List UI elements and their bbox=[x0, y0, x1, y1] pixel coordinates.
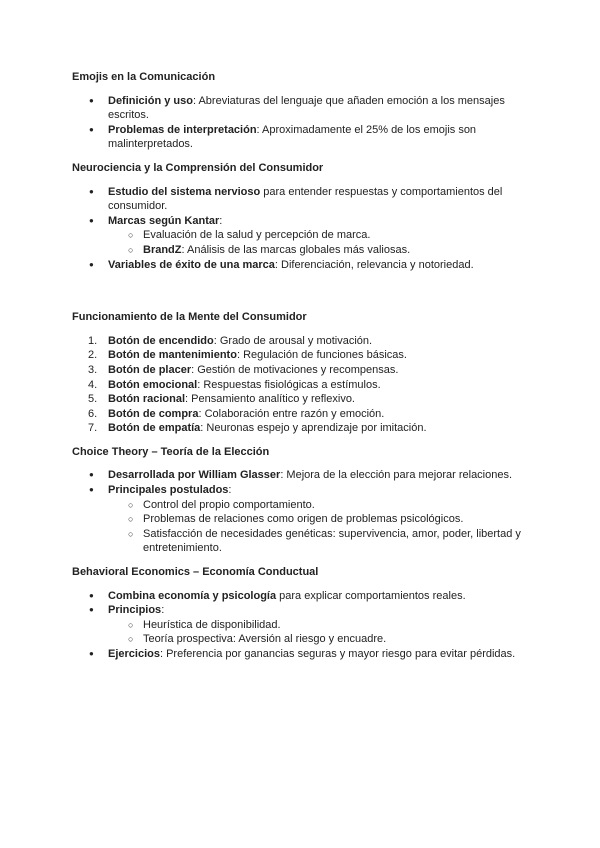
sub-list-item bbox=[108, 228, 532, 243]
sub-list-item bbox=[108, 243, 532, 258]
item-text: : Grado de arousal y motivación. bbox=[213, 334, 373, 347]
item-bold: Botón de mantenimiento bbox=[108, 349, 237, 362]
section-title-mente: Funcionamiento de la Mente del Consumidor bbox=[72, 311, 307, 324]
item-bold: Botón de encendido bbox=[108, 334, 214, 347]
postulados-sublist bbox=[108, 498, 532, 556]
list-item bbox=[72, 363, 532, 378]
item-text: : Pensamiento analítico y reflexivo. bbox=[185, 393, 355, 406]
item-text: : Colaboración entre razón y emoción. bbox=[198, 407, 385, 420]
item-bold: Problemas de interpretación bbox=[108, 123, 257, 136]
item-number: 2. bbox=[88, 349, 98, 362]
item-text: : bbox=[161, 604, 165, 617]
section-title-emojis: Emojis en la Comunicación bbox=[72, 71, 216, 83]
item-bold: Variables de éxito de una marca bbox=[108, 258, 275, 271]
emojis-list bbox=[72, 94, 532, 152]
item-number: 7. bbox=[88, 422, 98, 435]
list-item bbox=[72, 378, 532, 393]
neuro-list bbox=[72, 185, 532, 273]
item-text: : Análisis de las marcas globales más valiosas. bbox=[181, 243, 411, 256]
section-title-behavioral-economics: Behavioral Economics – Economía Conductual bbox=[72, 566, 319, 579]
list-item bbox=[72, 421, 532, 436]
section-title-neurociencia: Neurociencia y la Comprensión del Consumidor bbox=[72, 161, 324, 174]
item-number: 5. bbox=[88, 393, 98, 406]
item-number: 3. bbox=[88, 363, 98, 376]
document-body bbox=[72, 70, 532, 662]
list-item bbox=[72, 123, 532, 152]
item-bold: Botón emocional bbox=[108, 378, 198, 391]
sub-list-item: ○ Heurística de disponibilidad. bbox=[108, 618, 532, 633]
mente-list bbox=[72, 334, 532, 436]
item-text: : Neuronas espejo y aprendizaje por imitación. bbox=[200, 422, 427, 435]
list-item bbox=[72, 94, 532, 123]
item-text: : Mejora de la elección para mejorar relaciones. bbox=[280, 469, 513, 482]
list-item bbox=[72, 589, 532, 604]
item-bold: Botón de placer bbox=[108, 363, 192, 376]
item-text: : Gestión de motivaciones y recompensas. bbox=[191, 363, 399, 376]
list-item bbox=[72, 407, 532, 422]
item-number: 1. bbox=[88, 334, 98, 347]
list-item bbox=[72, 647, 532, 662]
behavioral-list bbox=[72, 589, 532, 662]
list-item bbox=[72, 603, 532, 647]
item-bold: Estudio del sistema nervioso bbox=[108, 185, 261, 198]
sub-list-item: ○ Problemas de relaciones como origen de problemas psicológicos. bbox=[108, 512, 532, 527]
item-bold: Botón de empatía bbox=[108, 422, 201, 435]
list-item bbox=[72, 258, 532, 273]
list-item bbox=[72, 185, 532, 214]
item-text: : Abreviaturas del lenguaje que añaden emoción a los mensajes escritos. bbox=[108, 94, 505, 122]
item-text: : Aproximadamente el 25% de los emojis son malinterpretados. bbox=[108, 123, 477, 151]
list-item bbox=[72, 334, 532, 349]
item-bold: Desarrollada por William Glasser bbox=[108, 469, 281, 482]
item-text: para entender respuestas y comportamientos del consumidor. bbox=[108, 185, 503, 213]
list-item bbox=[72, 483, 532, 556]
list-item bbox=[72, 214, 532, 258]
item-number: 4. bbox=[88, 378, 98, 391]
item-bold: BrandZ bbox=[143, 243, 182, 256]
item-text: : bbox=[219, 214, 223, 227]
list-item bbox=[72, 468, 532, 483]
section-title-choice-theory: Choice Theory – Teoría de la Elección bbox=[72, 445, 270, 458]
item-text: : Respuestas fisiológicas a estímulos. bbox=[197, 378, 381, 391]
item-bold: Botón de compra bbox=[108, 407, 199, 420]
item-text: : Diferenciación, relevancia y notoriedad. bbox=[274, 258, 474, 271]
item-bold: Botón racional bbox=[108, 393, 186, 406]
item-text: para explicar comportamientos reales. bbox=[276, 589, 466, 602]
principios-sublist bbox=[108, 618, 532, 647]
sub-list-item: ○ Control del propio comportamiento. bbox=[108, 498, 532, 513]
list-item bbox=[72, 392, 532, 407]
sub-list-item: ○ Teoría prospectiva: Aversión al riesgo y encuadre. bbox=[108, 632, 532, 647]
item-text: : Regulación de funciones básicas. bbox=[236, 349, 407, 362]
item-text: Evaluación de la salud y percepción de marca. bbox=[143, 229, 371, 242]
sub-list-item: ○ Satisfacción de necesidades genéticas: supervivencia, amor, poder, libertad y entretenimiento. bbox=[108, 527, 532, 556]
item-bold: Marcas según Kantar bbox=[108, 214, 220, 227]
list-item bbox=[72, 348, 532, 363]
item-bold: Combina economía y psicología bbox=[108, 589, 277, 602]
item-bold: Principios bbox=[108, 604, 162, 617]
item-text: : Preferencia por ganancias seguras y mayor riesgo para evitar pérdidas. bbox=[159, 648, 516, 660]
kantar-sublist bbox=[108, 228, 532, 257]
item-text: : bbox=[228, 484, 232, 497]
choice-list bbox=[72, 468, 532, 556]
item-bold: Definición y uso bbox=[108, 94, 193, 107]
item-bold: Principales postulados bbox=[108, 484, 229, 497]
item-number: 6. bbox=[88, 407, 98, 420]
item-bold: Ejercicios bbox=[108, 648, 160, 660]
